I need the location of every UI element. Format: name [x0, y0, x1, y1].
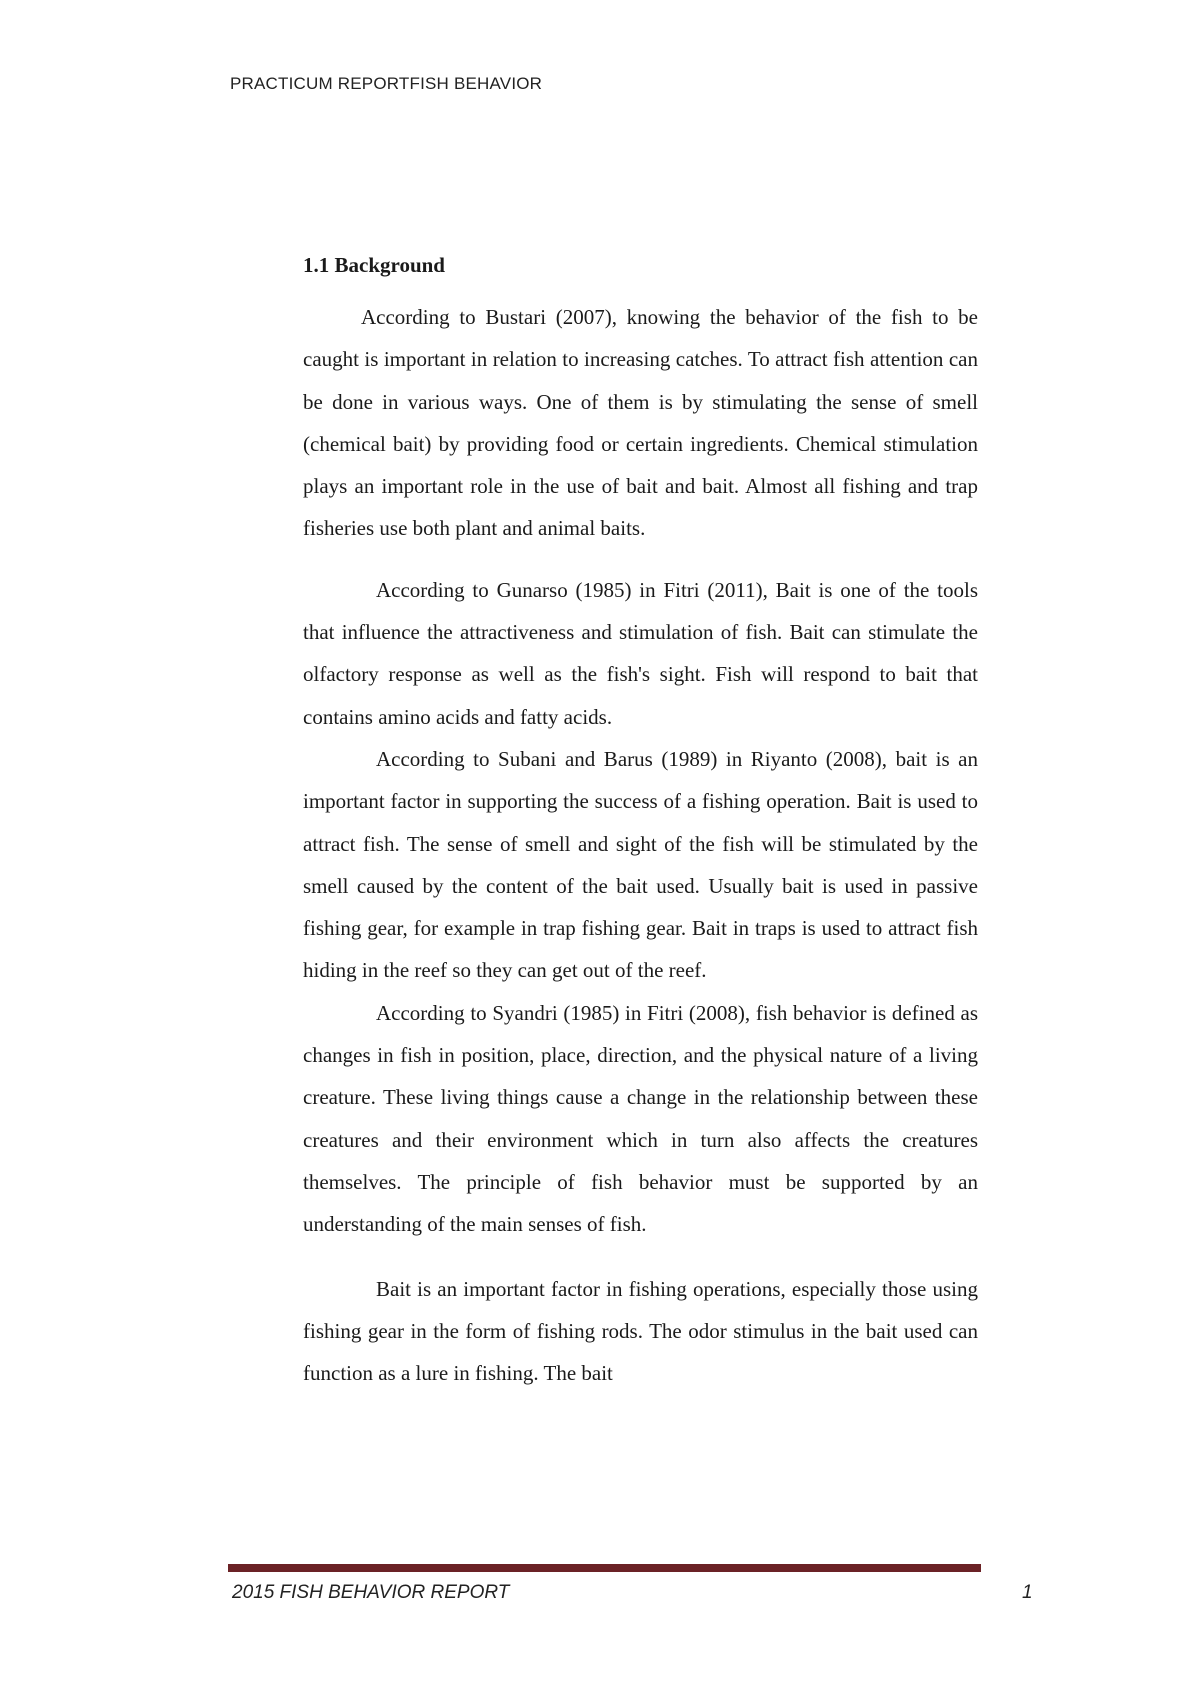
page-number: 1	[1022, 1582, 1033, 1603]
paragraph-syandri: According to Syandri (1985) in Fitri (2008), fish behavior is defined as changes in fish in position, place, direction, and the physical nature of a living creature. These living things cause a change in the relationship between these creatures and their environment which in turn also affects the creatures themselves. The principle of fish behavior must be supported by an understanding of the main senses of fish.	[303, 1000, 978, 1237]
section-heading: 1.1 Background	[303, 253, 445, 277]
paragraph-gunarso: According to Gunarso (1985) in Fitri (2011), Bait is one of the tools that influence the attractiveness and stimulation of fish. Bait can stimulate the olfactory response as well as the fish's sight. Fish will respond to bait that contains amino acids and fatty acids.	[303, 577, 978, 729]
footer-title: 2015 FISH BEHAVIOR REPORT	[232, 1582, 510, 1603]
paragraph-bustari: According to Bustari (2007), knowing the behavior of the fish to be caught is important in relation to increasing catches. To attract fish attention can be done in various ways. One of them is by stimulating the sense of smell (chemical bait) by providing food or certain ingredients. Chemical stimulation plays an important role in the use of bait and bait. Almost all fishing and trap fisheries use both plant and animal baits.	[303, 305, 978, 541]
paragraph-subani-barus: According to Subani and Barus (1989) in Riyanto (2008), bait is an important factor in supporting the success of a fishing operation. Bait is used to attract fish. The sense of smell and sight of the fish will be stimulated by the smell caused by the content of the bait used. Usually bait is used in passive fishing gear, for example in trap fishing gear. Bait in traps is used to attract fish hiding in the reef so they can get out of the reef.	[303, 746, 978, 983]
footer-rule	[228, 1564, 981, 1572]
paragraph-bait-factor: Bait is an important factor in fishing operations, especially those using fishing gear in the form of fishing rods. The odor stimulus in the bait used can function as a lure in fishing. The bait	[303, 1276, 978, 1386]
document-body	[303, 248, 978, 1394]
running-header: PRACTICUM REPORTFISH BEHAVIOR	[230, 74, 543, 93]
